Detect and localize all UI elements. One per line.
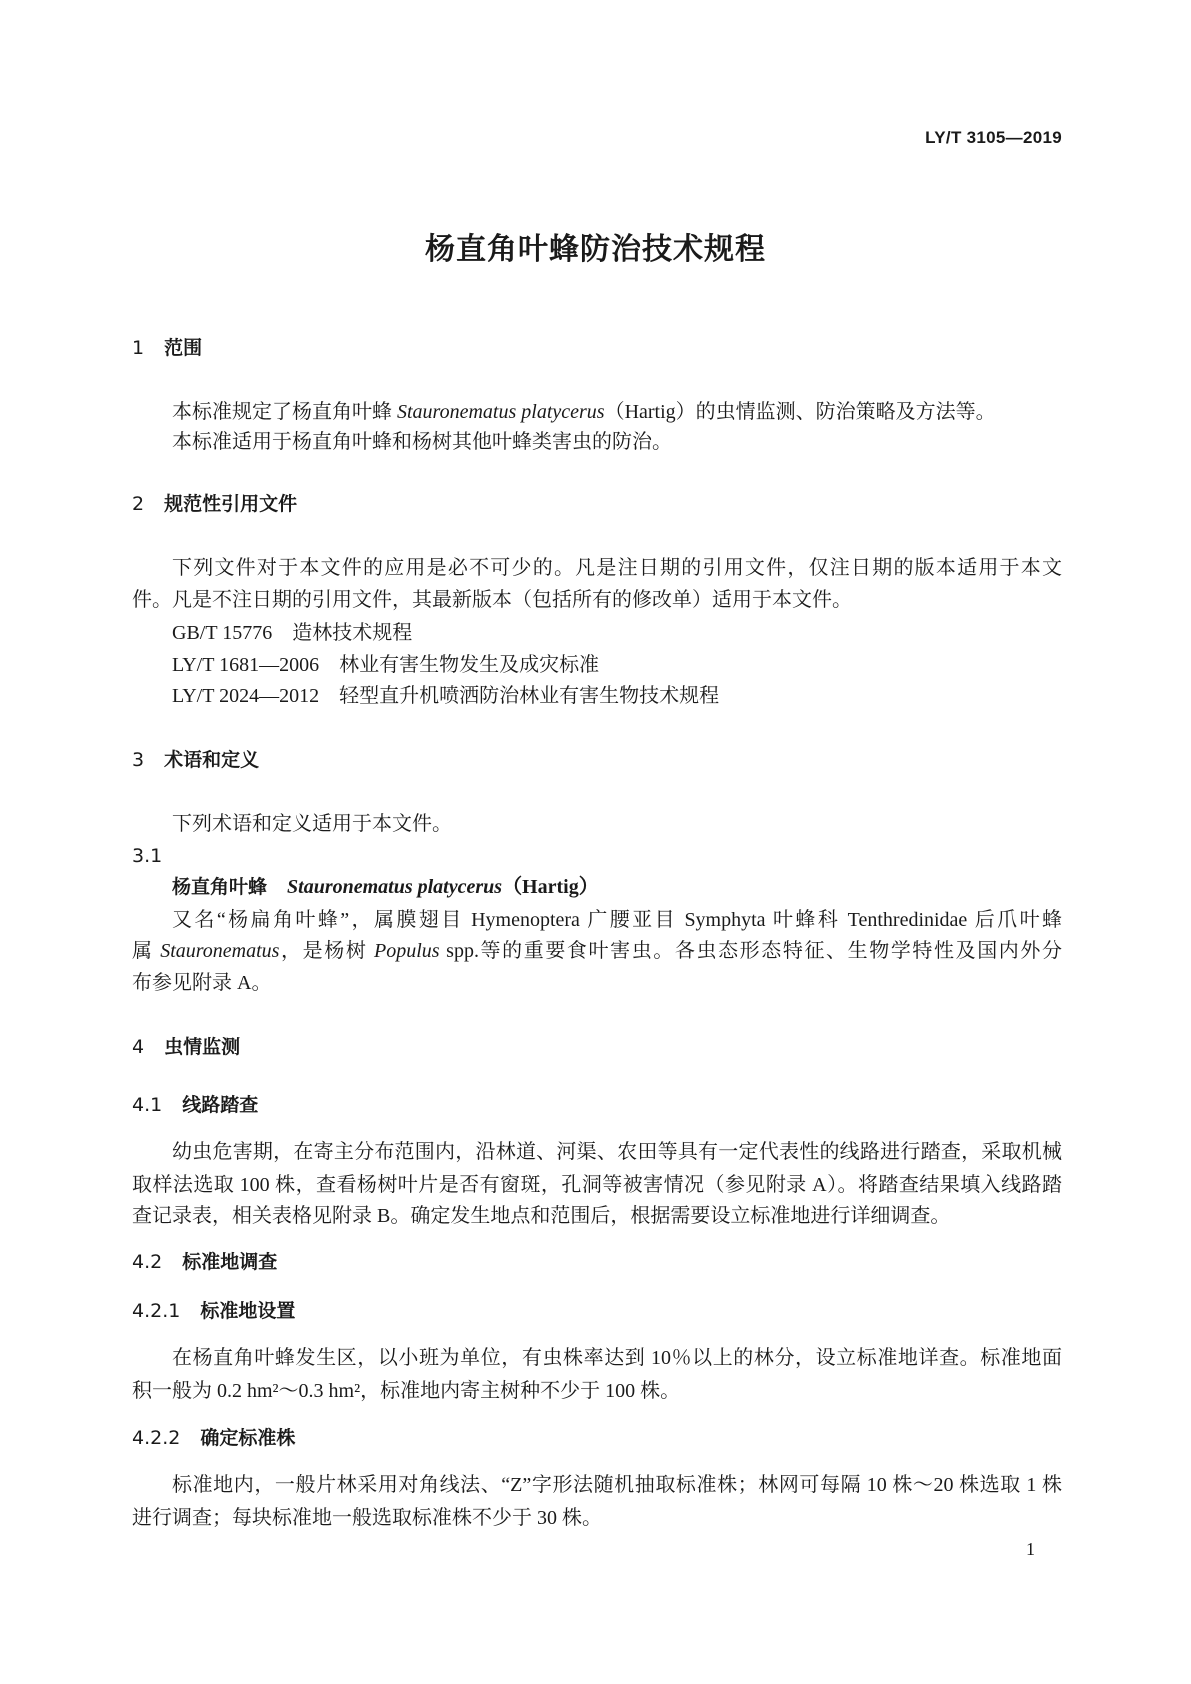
section-1-heading xyxy=(132,332,202,364)
host-latin-name: Populus xyxy=(374,940,440,962)
clause-4-2-2-heading xyxy=(132,1422,295,1454)
references-intro-line: 下列文件对于本文件的应用是必不可少的。凡是注日期的引用文件，仅注日期的版本适用于本文 xyxy=(172,557,1062,579)
section-title: 规范性引用文件 xyxy=(164,493,298,515)
text-run: spp.等的重要食叶害虫。各虫态形态特征、生物学特性及国内外分 xyxy=(439,940,1062,962)
subsection-number: 4.2 xyxy=(132,1251,163,1273)
body-line: 取样法选取 100 株，查看杨树叶片是否有窗斑，孔洞等被害情况（参见附录 A）。将踏查结果填入线路踏 xyxy=(132,1174,1062,1196)
subsection-4-1-heading xyxy=(132,1089,258,1121)
section-title: 虫情监测 xyxy=(164,1036,241,1058)
body-line: 进行调查；每块标准地一般选取标准株不少于 30 株。 xyxy=(132,1507,602,1529)
term-definition-line xyxy=(132,935,1062,967)
reference-item xyxy=(132,617,1062,649)
section-number: 3 xyxy=(132,749,145,771)
reference-item xyxy=(132,649,1062,681)
body-line: 幼虫危害期，在寄主分布范围内，沿林道、河渠、农田等具有一定代表性的线路进行踏查，采取机械 xyxy=(172,1141,1062,1163)
text-run: 本标准规定了杨直角叶蜂 xyxy=(172,401,397,423)
clause-title: 标准地设置 xyxy=(200,1300,296,1322)
reference-title: 造林技术规程 xyxy=(292,622,413,644)
section-number: 4 xyxy=(132,1036,145,1058)
subsection-title: 线路踏查 xyxy=(182,1094,259,1116)
scope-paragraph-1 xyxy=(132,396,1062,428)
clause-4-2-1-heading xyxy=(132,1295,295,1327)
reference-code: LY/T 2024—2012 xyxy=(172,685,320,707)
section-number: 1 xyxy=(132,337,145,359)
reference-item xyxy=(132,680,1062,712)
text-run: 属 xyxy=(132,940,161,962)
scope-paragraph-2: 本标准适用于杨直角叶蜂和杨树其他叶蜂类害虫的防治。 xyxy=(172,431,672,453)
subsection-title: 标准地调查 xyxy=(182,1251,278,1273)
section-3-heading xyxy=(132,744,259,776)
subsection-4-2-heading xyxy=(132,1246,277,1278)
clause-title: 确定标准株 xyxy=(200,1427,296,1449)
section-4-heading xyxy=(132,1031,240,1063)
section-title: 范围 xyxy=(164,337,203,359)
standard-code: LY/T 3105—2019 xyxy=(925,128,1062,147)
section-title: 术语和定义 xyxy=(164,749,260,771)
body-line: 标准地内，一般片林采用对角线法、“Z”字形法随机抽取标准株；林网可每隔 10 株～20 株选取 1 株 xyxy=(172,1474,1062,1496)
reference-code: LY/T 1681—2006 xyxy=(172,654,320,676)
genus-latin-name: Stauronematus xyxy=(160,940,280,962)
document-title: 杨直角叶蜂防治技术规程 xyxy=(425,232,766,267)
term-definition-line: 布参见附录 A。 xyxy=(132,972,272,994)
term-chinese-name: 杨直角叶蜂 xyxy=(172,876,268,898)
reference-title: 轻型直升机喷洒防治林业有害生物技术规程 xyxy=(339,685,720,707)
term-definition-line: 又名“杨扁角叶蜂”，属膜翅目 Hymenoptera 广腰亚目 Symphyta 叶蜂科 Tenthredinidae 后爪叶蜂 xyxy=(172,909,1062,931)
clause-number: 4.2.1 xyxy=(132,1300,181,1322)
body-line: 查记录表，相关表格见附录 B。确定发生地点和范围后，根据需要设立标准地进行详细调查。 xyxy=(132,1205,951,1227)
species-latin-name: Stauronematus platycerus xyxy=(397,401,605,423)
references-intro-line: 件。凡是不注日期的引用文件，其最新版本（包括所有的修改单）适用于本文件。 xyxy=(132,589,852,611)
section-number: 2 xyxy=(132,493,145,515)
clause-number: 4.2.2 xyxy=(132,1427,181,1449)
body-line: 积一般为 0.2 hm²～0.3 hm²，标准地内寄主树种不少于 100 株。 xyxy=(132,1380,681,1402)
text-run: ，是杨树 xyxy=(279,940,375,962)
term-authority: （Hartig） xyxy=(502,876,599,898)
term-number: 3.1 xyxy=(132,845,163,867)
term-entry xyxy=(132,871,1062,903)
subsection-number: 4.1 xyxy=(132,1094,163,1116)
body-line: 在杨直角叶蜂发生区，以小班为单位，有虫株率达到 10％以上的林分，设立标准地详查。标准地面 xyxy=(172,1347,1062,1369)
term-latin-name: Stauronematus platycerus xyxy=(287,876,503,898)
terms-intro: 下列术语和定义适用于本文件。 xyxy=(172,813,452,835)
section-2-heading xyxy=(132,488,297,520)
reference-title: 林业有害生物发生及成灾标准 xyxy=(339,654,600,676)
text-run: （Hartig）的虫情监测、防治策略及方法等。 xyxy=(604,401,996,423)
reference-code: GB/T 15776 xyxy=(172,622,273,644)
page-number: 1 xyxy=(1026,1539,1035,1559)
